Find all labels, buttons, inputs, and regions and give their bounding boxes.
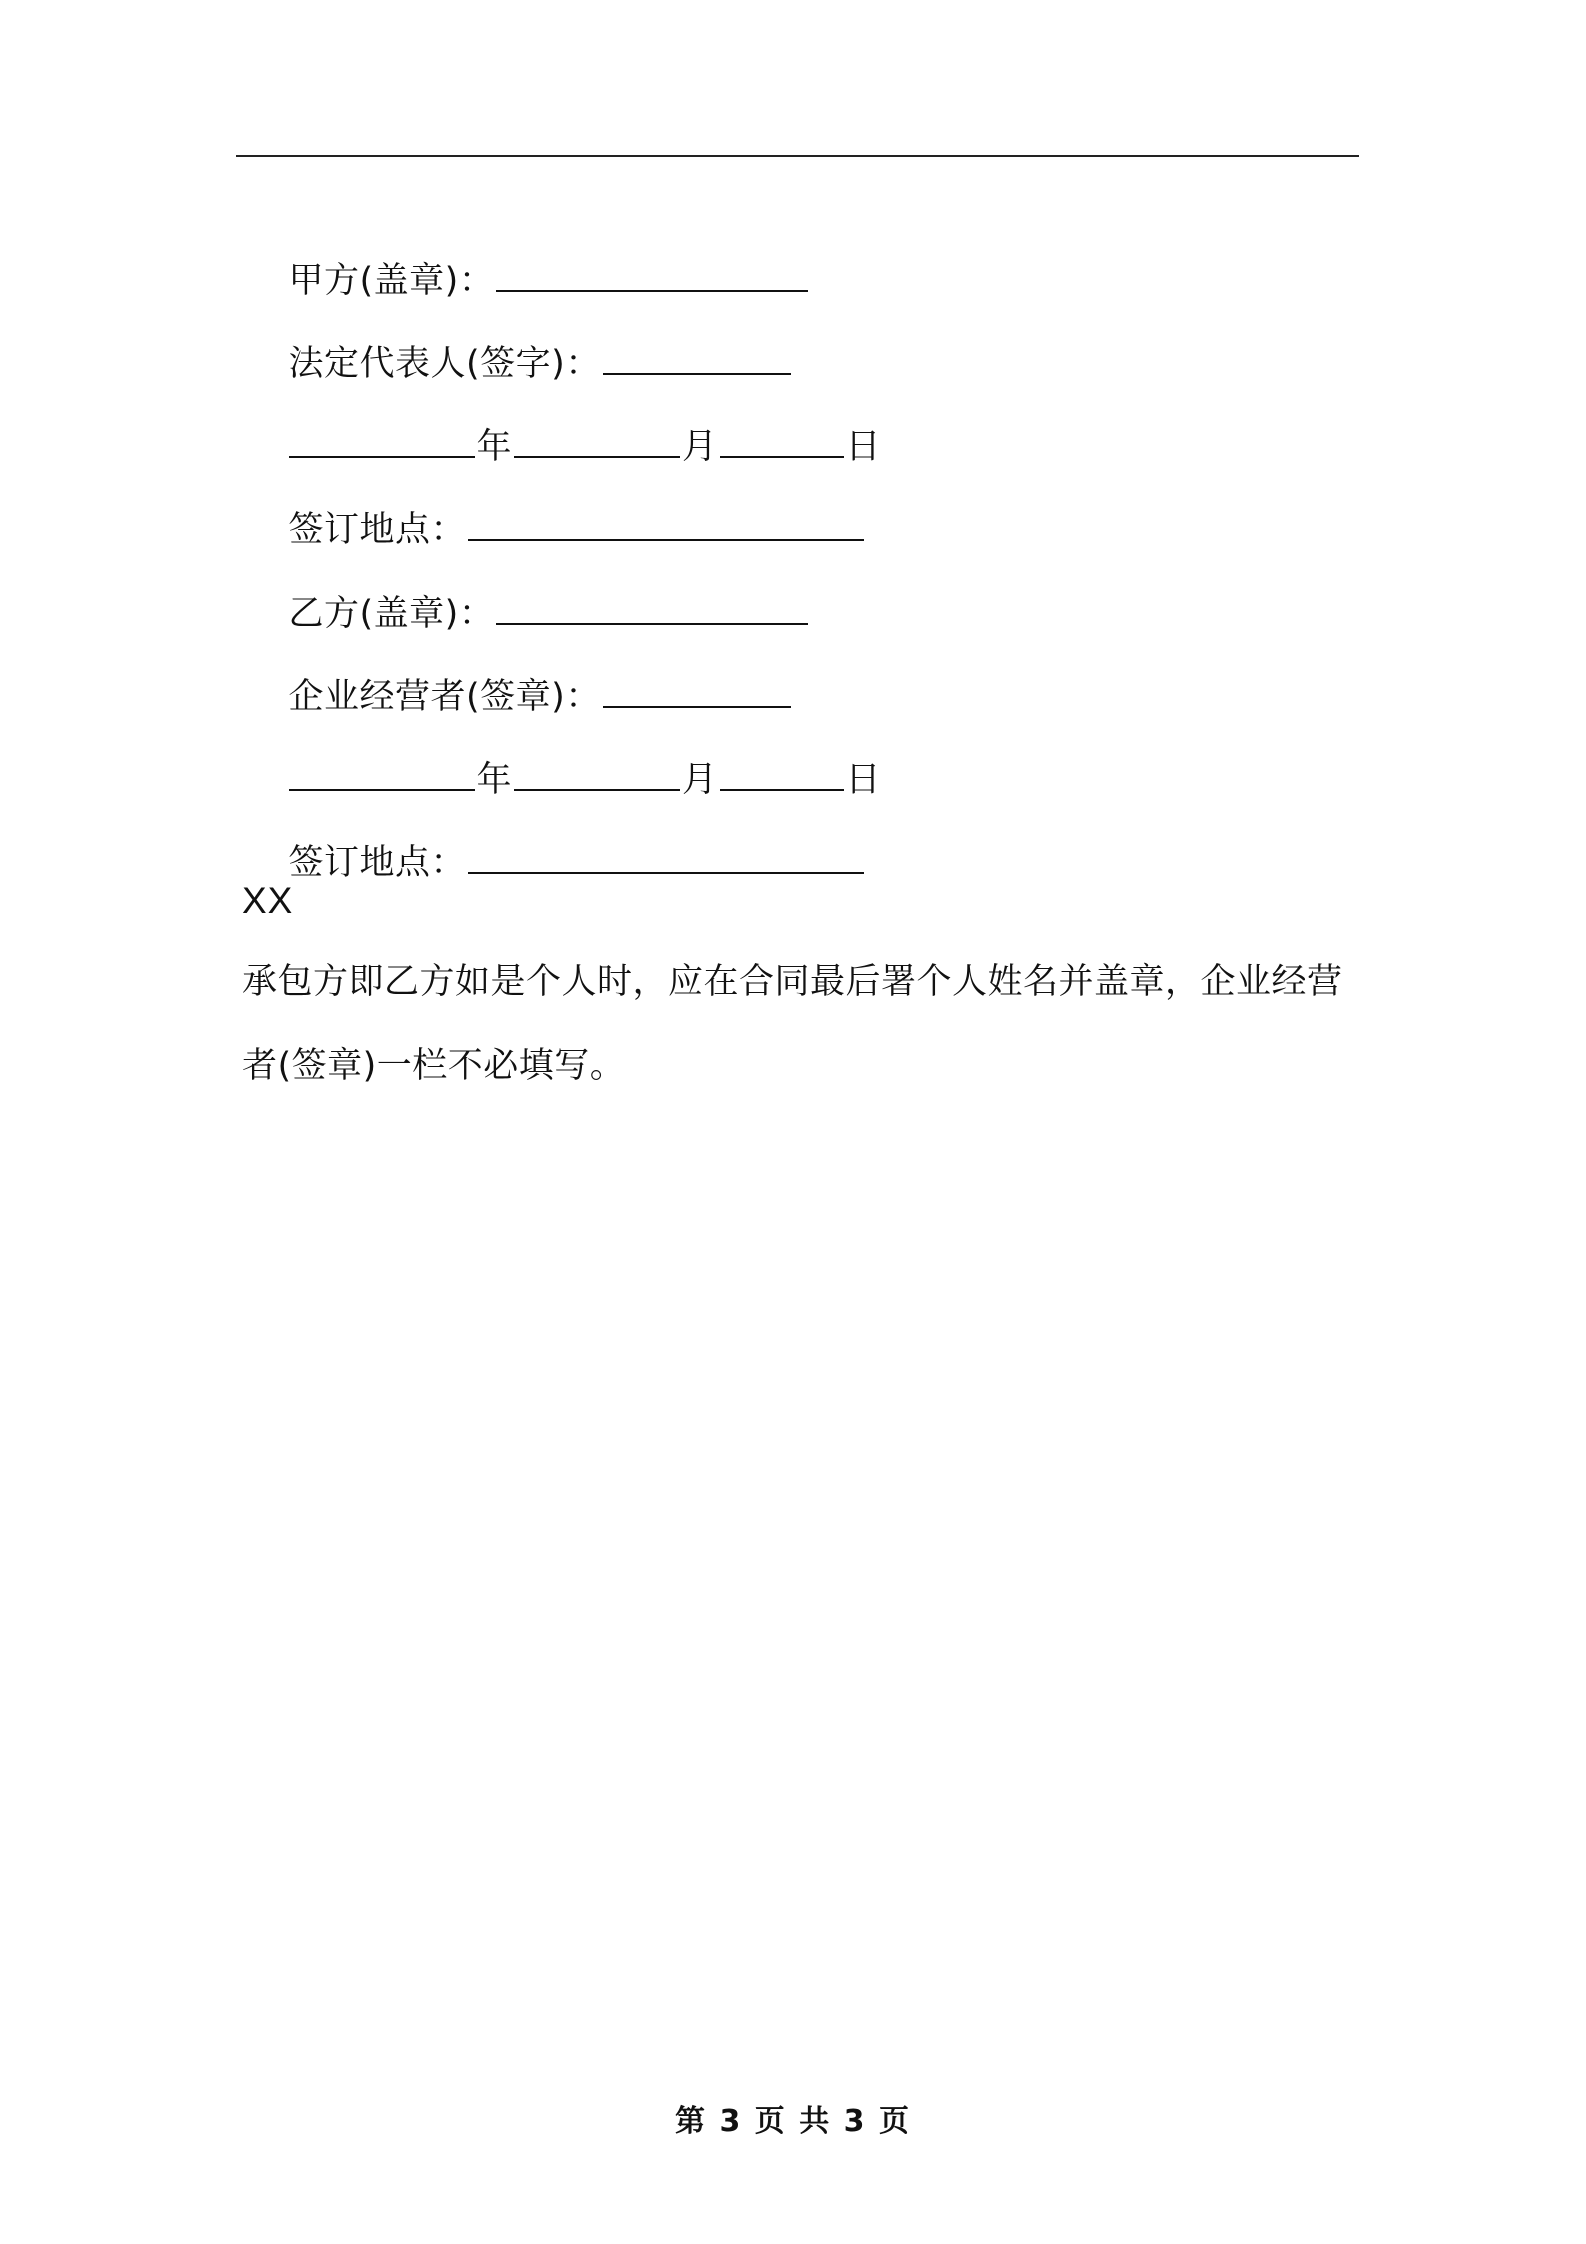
party-a-year-blank[interactable]: [289, 420, 475, 458]
party-b-day-blank[interactable]: [720, 753, 844, 791]
party-a-year-label: 年: [476, 427, 513, 467]
party-b-year-label: 年: [476, 760, 513, 800]
party-b-operator-label: 企业经营者(签章)：: [288, 677, 601, 717]
party-a-month-blank[interactable]: [514, 420, 680, 458]
party-a-day-label: 日: [845, 427, 882, 467]
party-a-representative-blank[interactable]: [603, 337, 791, 375]
party-a-month-label: 月: [682, 427, 718, 467]
page-number: 第 3 页 共 3 页: [675, 2104, 911, 2139]
party-b-year-blank[interactable]: [289, 753, 475, 791]
party-a-seal-label: 甲方(盖章)：: [288, 261, 495, 301]
party-b-place-blank[interactable]: [468, 836, 864, 874]
party-a-seal-blank[interactable]: [496, 254, 808, 292]
party-a-place-blank[interactable]: [468, 503, 864, 541]
party-b-month-label: 月: [682, 760, 718, 800]
party-b-place-label: 签订地点：: [288, 843, 467, 883]
header-divider: [236, 155, 1359, 157]
party-b-seal-label: 乙方(盖章)：: [288, 594, 495, 634]
party-b-month-blank[interactable]: [514, 753, 680, 791]
note-heading: XX: [242, 880, 294, 921]
party-b-seal-blank[interactable]: [496, 587, 808, 625]
party-a-place-label: 签订地点：: [288, 510, 467, 550]
party-a-day-blank[interactable]: [720, 420, 844, 458]
note-paragraph: 承包方即乙方如是个人时，应在合同最后署个人姓名并盖章，企业经营者(签章)一栏不必填写。: [242, 962, 1343, 1086]
party-b-day-label: 日: [845, 760, 882, 800]
party-a-representative-label: 法定代表人(签字)：: [288, 344, 601, 384]
party-b-operator-blank[interactable]: [603, 670, 791, 708]
